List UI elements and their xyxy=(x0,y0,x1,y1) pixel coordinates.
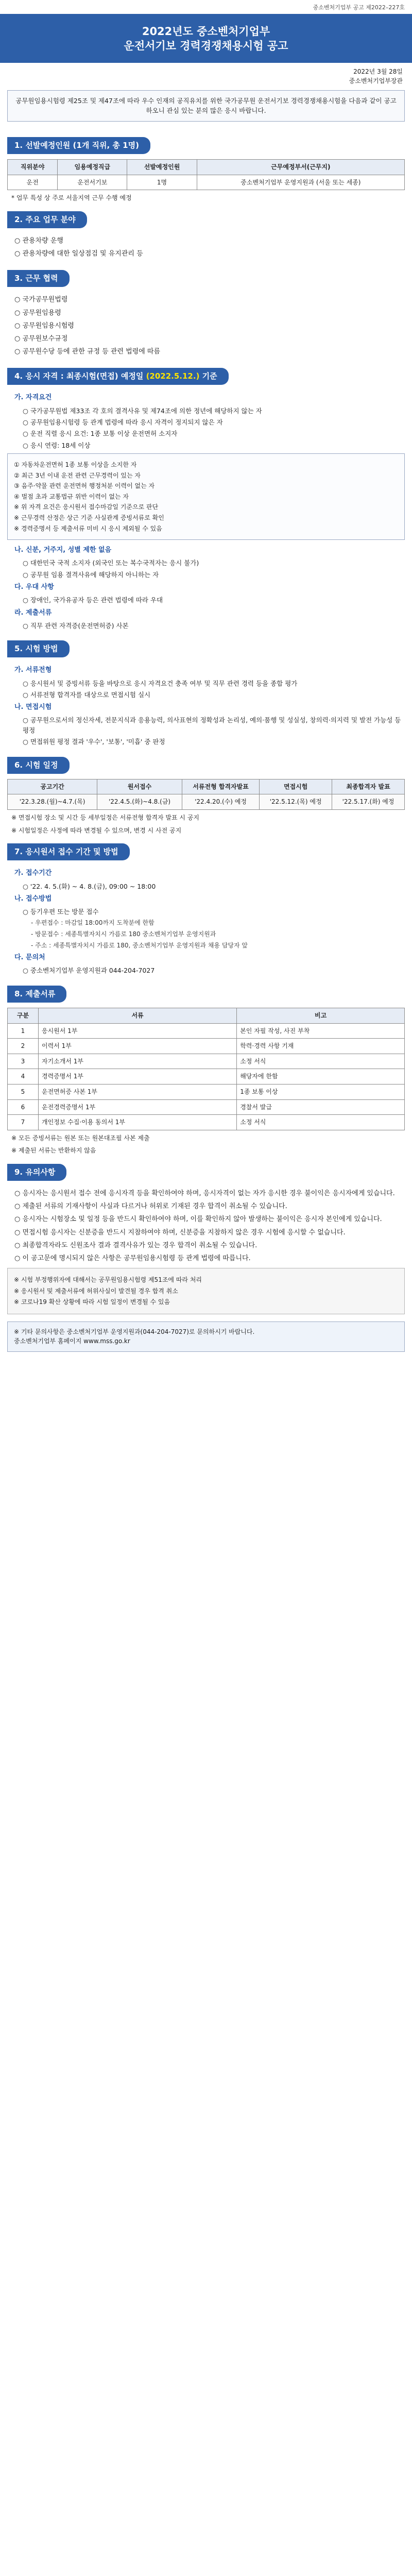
table-cell: 학력·경력 사항 기재 xyxy=(237,1039,405,1054)
qualification-line: ※ 위 자격 요건은 응시원서 접수마감일 기준으로 판단 xyxy=(14,503,159,511)
table-cell: 본인 자필 작성, 사진 부착 xyxy=(237,1023,405,1039)
requirement-item: ○ 운전 직렬 응시 요건: 1종 보통 이상 운전면허 소지자 xyxy=(23,430,178,438)
table-cell: 5 xyxy=(8,1084,39,1099)
documents-note: ※ 제출된 서류는 반환하지 않음 xyxy=(11,1147,96,1155)
table-cell: 1명 xyxy=(127,175,197,190)
schedule-note: ※ 시험일정은 사정에 따라 변경될 수 있으며, 변경 시 사전 공지 xyxy=(11,826,182,834)
table-cell: '22.5.17.(화) 예정 xyxy=(332,794,405,810)
table-row xyxy=(8,1023,405,1039)
table-cell: '22.3.28.(월)~4.7.(목) xyxy=(8,794,97,810)
requirement-item: ○ 직무 관련 자격증(운전면허증) 사본 xyxy=(23,621,129,630)
table-cell: '22.4.5.(화)~4.8.(금) xyxy=(97,794,182,810)
requirement-item: ○ 장애인, 국가유공자 등은 관련 법령에 따라 우대 xyxy=(23,596,163,604)
table-header: 면접시험 xyxy=(260,779,332,794)
section-7-heading: 7. 응시원서 접수 기간 및 방법 xyxy=(7,843,130,860)
qualification-line: ④ 벌점 초과 교통법규 위반 이력이 없는 자 xyxy=(14,493,129,500)
title-banner xyxy=(0,14,412,63)
subsection-heading: 다. 우대 사항 xyxy=(14,583,54,591)
application-period: ○ '22. 4. 5.(화) ~ 4. 8.(금), 09:00 ~ 18:00 xyxy=(23,882,156,890)
documents-table xyxy=(7,1008,405,1130)
table-cell: 경력증명서 1부 xyxy=(39,1069,237,1084)
duty-item: ○ 관용차량 운행 xyxy=(14,236,63,245)
table-row xyxy=(8,1099,405,1115)
section-8-heading: 8. 제출서류 xyxy=(7,986,66,1003)
table-cell: 운전 xyxy=(8,175,58,190)
subsection-heading: 가. 서류전형 xyxy=(14,666,52,674)
table-cell: 응시원서 1부 xyxy=(39,1023,237,1039)
section-2-heading: 2. 주요 업무 분야 xyxy=(7,211,87,228)
announcement-date: 2022년 3월 28일 xyxy=(353,67,403,75)
method-item: ○ 서류전형 합격자를 대상으로 면접시험 실시 xyxy=(23,690,151,699)
subsection-heading: 가. 접수기간 xyxy=(14,869,52,877)
recruitment-table xyxy=(7,159,405,190)
requirement-item: ○ 국가공무원법 제33조 각 호의 결격사유 및 제74조에 의한 정년에 해당하지 않는 자 xyxy=(23,406,262,415)
table-cell: 1종 보통 이상 xyxy=(237,1084,405,1099)
law-item: ○ 국가공무원법령 xyxy=(14,296,68,304)
table-cell: 해당자에 한함 xyxy=(237,1069,405,1084)
table-cell: 이력서 1부 xyxy=(39,1039,237,1054)
table-header: 구분 xyxy=(8,1008,39,1024)
requirement-item: ○ 대한민국 국적 소지자 (외국인 또는 복수국적자는 응시 불가) xyxy=(23,559,199,567)
table-cell: 자기소개서 1부 xyxy=(39,1054,237,1069)
application-detail: - 방문접수 : 세종특별자치시 가름로 180 중소벤처기업부 운영지원과 xyxy=(31,930,216,938)
caution-item: ○ 최종합격자라도 신원조사 결과 결격사유가 있는 경우 합격이 취소될 수 있습니다. xyxy=(14,1241,258,1249)
table-cell: '22.4.20.(수) 예정 xyxy=(182,794,259,810)
table-header: 서류전형 합격자발표 xyxy=(182,779,259,794)
table-header: 원서접수 xyxy=(97,779,182,794)
table-cell: 3 xyxy=(8,1054,39,1069)
table-row xyxy=(8,1054,405,1069)
law-item: ○ 공무원임용시험령 xyxy=(14,321,74,330)
announcement-number: 중소벤처기업부 공고 제2022–227호 xyxy=(313,4,405,11)
table-cell: 운전서기보 xyxy=(58,175,127,190)
qualification-line: ※ 근무경력 산정은 상근 기준 사실관계 증빙서류로 확인 xyxy=(14,514,164,522)
table-header: 임용예정직급 xyxy=(58,159,127,175)
contact-info: ○ 중소벤처기업부 운영지원과 044-204-7027 xyxy=(23,967,155,975)
qualification-line: ※ 경력증명서 등 제출서류 미비 시 응시 제외될 수 있음 xyxy=(14,524,162,532)
table-cell: 6 xyxy=(8,1099,39,1115)
table-cell: 운전면허증 사본 1부 xyxy=(39,1084,237,1099)
table-cell: 4 xyxy=(8,1069,39,1084)
title-line-1: 2022년도 중소벤처기업부 xyxy=(142,25,270,38)
table-row xyxy=(8,1115,405,1130)
table-header: 근무예정부서(근무지) xyxy=(197,159,404,175)
intro-box: 공무원임용시험령 제25조 및 제47조에 따라 우수 인재의 공직유치를 위한 국가공무원 운전서기보 경력경쟁채용시험을 다음과 같이 공고하오니 관심 있는 분의 많은 응시 바랍니다. xyxy=(7,90,405,122)
footer-link[interactable]: 중소벤처기업부 홈페이지 www.mss.go.kr xyxy=(14,1337,130,1345)
subsection-heading: 다. 문의처 xyxy=(14,954,45,962)
table-row xyxy=(8,1039,405,1054)
method-item: ○ 공무원으로서의 정신자세, 전문지식과 응용능력, 의사표현의 정확성과 논리성, 예의·품행 및 성실성, 창의력·의지력 및 발전 가능성 등 평정 xyxy=(23,716,401,734)
table-cell: 2 xyxy=(8,1039,39,1054)
section-1-heading: 1. 선발예정인원 (1개 직위, 총 1명) xyxy=(7,137,150,154)
requirement-item: ○ 공무원 임용 결격사유에 해당하지 아니하는 자 xyxy=(23,570,159,579)
section-6-heading: 6. 시험 일정 xyxy=(7,757,70,774)
section-3-heading: 3. 근무 협력 xyxy=(7,270,70,287)
qualification-line: ② 최근 3년 이내 운전 관련 근무경력이 있는 자 xyxy=(14,471,141,479)
qualification-line: ③ 음주·약물 관련 운전면허 행정처분 이력이 없는 자 xyxy=(14,482,155,490)
caution-item: ○ 응시자는 응시원서 접수 전에 응시자격 등을 확인하여야 하며, 응시자격이 없는 자가 응시한 경우 불이익은 응시자에게 있습니다. xyxy=(14,1190,395,1198)
table-cell: 7 xyxy=(8,1115,39,1130)
table-cell: '22.5.12.(목) 예정 xyxy=(260,794,332,810)
table-cell: 중소벤처기업부 운영지원과 (서울 또는 세종) xyxy=(197,175,404,190)
section-4-heading: 4. 응시 자격 : 최종시험(면접) 예정일 (2022.5.12.) 기준 xyxy=(7,368,229,385)
announcement-org: 중소벤처기업부장관 xyxy=(349,77,403,85)
application-method: ○ 등기우편 또는 방문 접수 xyxy=(23,908,99,916)
table-cell: 경찰서 발급 xyxy=(237,1099,405,1115)
duty-item: ○ 관용차량에 대한 일상점검 및 유지관리 등 xyxy=(14,250,143,258)
subsection-heading: 나. 면접시험 xyxy=(14,703,52,711)
section-1-note: * 업무 특성 상 주로 서울지역 근무 수행 예정 xyxy=(11,194,132,202)
footer-line: ※ 기타 문의사항은 중소벤처기업부 운영지원과(044-204-7027)로 문의하시기 바랍니다. xyxy=(14,1328,255,1335)
subsection-heading: 라. 제출서류 xyxy=(14,608,52,617)
caution-item: ○ 면접시험 응시자는 신분증을 반드시 지참하여야 하며, 신분증을 지참하지 않은 경우 시험에 응시할 수 없습니다. xyxy=(14,1228,346,1236)
table-cell: 소정 서식 xyxy=(237,1115,405,1130)
warning-line: ※ 응시원서 및 제출서류에 허위사실이 발견될 경우 합격 취소 xyxy=(14,1287,178,1295)
law-item: ○ 공무원보수규정 xyxy=(14,334,68,343)
table-cell: 개인정보 수집·이용 동의서 1부 xyxy=(39,1115,237,1130)
table-header: 직위분야 xyxy=(8,159,58,175)
table-cell: 1 xyxy=(8,1023,39,1039)
qualification-line: ① 자동차운전면허 1종 보통 이상을 소지한 자 xyxy=(14,461,137,469)
subsection-heading: 나. 신분, 거주지, 성별 제한 없음 xyxy=(14,546,112,554)
caution-item: ○ 제출된 서류의 기재사항이 사실과 다르거나 허위로 기재된 경우 합격이 취소될 수 있습니다. xyxy=(14,1202,287,1211)
title-line-2: 운전서기보 경력경쟁채용시험 공고 xyxy=(124,40,288,53)
table-header: 최종합격자 발표 xyxy=(332,779,405,794)
method-item: ○ 면접위원 평정 결과 '우수', '보통', '미흡' 중 판정 xyxy=(23,738,165,746)
documents-note: ※ 모든 증빙서류는 원본 또는 원본대조필 사본 제출 xyxy=(11,1134,150,1142)
subsection-heading: 가. 자격요건 xyxy=(14,394,52,402)
subsection-heading: 나. 접수방법 xyxy=(14,894,52,903)
requirement-item: ○ 응시 연령: 18세 이상 xyxy=(23,441,91,449)
table-header: 서류 xyxy=(39,1008,237,1024)
schedule-note: ※ 면접시험 장소 및 시간 등 세부일정은 서류전형 합격자 발표 시 공지 xyxy=(11,814,199,821)
application-detail: - 주소 : 세종특별자치시 가름로 180, 중소벤처기업부 운영지원과 채용 담당자 앞 xyxy=(31,941,248,949)
qualification-box xyxy=(7,453,405,540)
warning-box xyxy=(7,1268,405,1314)
table-header: 공고기간 xyxy=(8,779,97,794)
table-row xyxy=(8,1084,405,1099)
warning-line: ※ 시험 부정행위자에 대해서는 공무원임용시험령 제51조에 따라 처리 xyxy=(14,1276,202,1284)
table-header: 선발예정인원 xyxy=(127,159,197,175)
law-item: ○ 공무원수당 등에 관한 규정 등 관련 법령에 따름 xyxy=(14,348,161,356)
method-item: ○ 응시원서 및 증빙서류 등을 바탕으로 응시 자격요건 충족 여부 및 직무 관련 경력 등을 종합 평가 xyxy=(23,679,298,687)
caution-item: ○ 응시자는 시험장소 및 일정 등을 반드시 확인하여야 하며, 이를 확인하지 않아 발생하는 불이익은 응시자 본인에게 있습니다. xyxy=(14,1215,382,1224)
warning-line: ※ 코로나19 확산 상황에 따라 시험 일정이 변경될 수 있음 xyxy=(14,1298,170,1306)
schedule-table xyxy=(7,779,405,810)
caution-item: ○ 이 공고문에 명시되지 않은 사항은 공무원임용시험령 등 관계 법령에 따릅니다. xyxy=(14,1254,251,1262)
table-cell: 운전경력증명서 1부 xyxy=(39,1099,237,1115)
law-item: ○ 공무원임용령 xyxy=(14,309,61,317)
section-9-heading: 9. 유의사항 xyxy=(7,1164,66,1181)
application-detail: - 우편접수 : 마감일 18:00까지 도착분에 한함 xyxy=(31,919,154,927)
table-cell: 소정 서식 xyxy=(237,1054,405,1069)
table-row xyxy=(8,1069,405,1084)
requirement-item: ○ 공무원임용시험령 등 관계 법령에 따라 응시 자격이 정지되지 않은 자 xyxy=(23,418,223,426)
section-5-heading: 5. 시험 방법 xyxy=(7,640,70,657)
footer-box xyxy=(7,1321,405,1352)
table-header: 비고 xyxy=(237,1008,405,1024)
